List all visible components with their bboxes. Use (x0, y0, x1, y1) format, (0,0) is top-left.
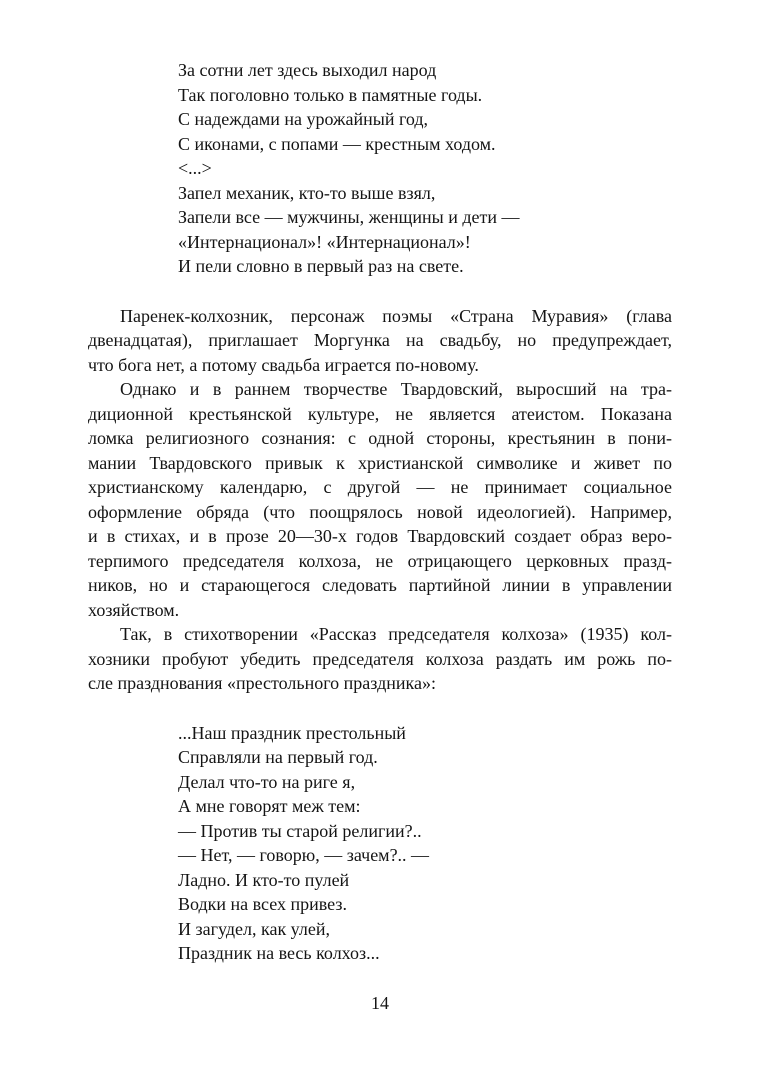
paragraph-line: что бога нет, а потому свадьба играется по-новому. (88, 354, 479, 375)
verse-block-2 (178, 721, 672, 966)
verse-block-1 (178, 58, 672, 279)
paragraph (88, 622, 672, 696)
paragraph-line: Паренек-колхозник, персонаж поэмы «Страна Муравия» (глава (120, 305, 672, 326)
verse-line: С иконами, с попами — крестным ходом. (178, 133, 496, 154)
page-number: 14 (371, 992, 389, 1013)
paragraph-line: и в стихах, и в прозе 20—30-х годов Твардовский создает образ веро- (88, 526, 672, 546)
verse-line: За сотни лет здесь выходил народ (178, 60, 437, 80)
verse-line: Праздник на весь колхоз... (178, 943, 380, 963)
verse-line: С надеждами на урожайный год, (178, 109, 429, 129)
verse-line: — Нет, — говорю, — зачем?.. — (178, 845, 430, 865)
verse-line: <...> (178, 158, 212, 178)
paragraph-line: ников, но и старающегося следовать партийной линии в управлении (88, 575, 672, 595)
paragraph-line: двенадцатая), приглашает Моргунка на свадьбу, но предупреждает, (88, 330, 672, 350)
paragraph-line: ломка религиозного сознания: с одной стороны, крестьянин в пони- (88, 428, 672, 448)
paragraph-line: терпимого председателя колхоза, не отрицающего церковных празд- (88, 550, 672, 571)
paragraph-line: диционной крестьянской культуре, не является атеистом. Показана (88, 403, 672, 424)
verse-line: А мне говорят меж тем: (178, 796, 361, 816)
paragraph-line: сле празднования «престольного праздника»: (88, 673, 436, 693)
paragraph-line: хозяйством. (88, 599, 180, 620)
paragraph-line: христианскому календарю, с другой — не принимает социальное (88, 477, 672, 497)
paragraph-line: мании Твардовского привык к христианской символике и живет по (88, 452, 672, 473)
verse-line: И загудел, как улей, (178, 918, 330, 939)
body-paragraphs (88, 304, 672, 696)
verse-line: Запел механик, кто-то выше взял, (178, 182, 436, 203)
verse-line: Делал что-то на риге я, (178, 771, 356, 792)
verse-line: Запели все — мужчины, женщины и дети — (178, 207, 520, 227)
paragraph-line: Однако и в раннем творчестве Твардовский, выросший на тра- (120, 379, 672, 399)
verse-line: Ладно. И кто-то пулей (178, 869, 350, 890)
paragraph-line: хозники пробуют убедить председателя колхоза раздать им рожь по- (88, 648, 672, 669)
verse-line: ...Наш праздник престольный (178, 722, 406, 743)
paragraph-line: Так, в стихотворении «Рассказ председателя колхоза» (1935) кол- (120, 624, 672, 644)
verse-line: Водки на всех привез. (178, 894, 347, 914)
verse-line: Справляли на первый год. (178, 747, 378, 767)
paragraph-line: оформление обряда (что поощрялось новой идеологией). Например, (88, 501, 672, 522)
verse-line: «Интернационал»! «Интернационал»! (178, 231, 471, 252)
paragraph (88, 304, 672, 378)
paragraph (88, 377, 672, 622)
verse-line: — Против ты старой религии?.. (178, 820, 422, 841)
verse-line: Так поголовно только в памятные годы. (178, 84, 483, 105)
verse-line: И пели словно в первый раз на свете. (178, 256, 464, 276)
